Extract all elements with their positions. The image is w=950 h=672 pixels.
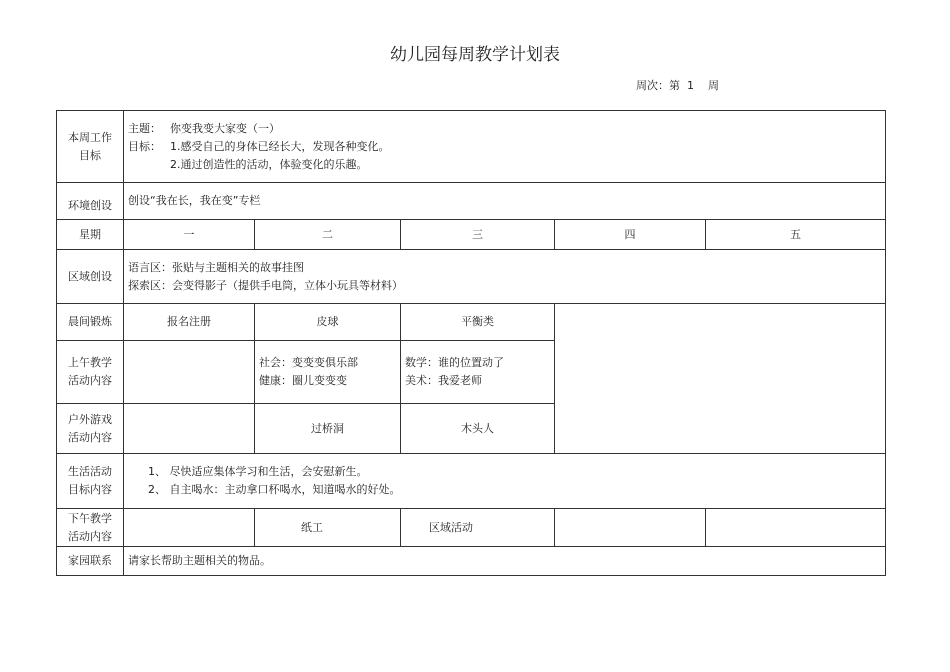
weekday-mon: 一 xyxy=(124,220,255,250)
morning-exercise-tue: 皮球 xyxy=(255,304,401,341)
weekday-thu: 四 xyxy=(555,220,706,250)
goal-key: 目标： xyxy=(128,139,161,153)
page-title: 幼儿园每周教学计划表 xyxy=(390,45,560,65)
am-teaching-label: 上午教学 活动内容 xyxy=(57,341,124,404)
weekday-wed: 三 xyxy=(401,220,555,250)
life-activities-content xyxy=(124,454,886,509)
theme-value: 你变我变大家变（一） xyxy=(170,121,280,135)
weekday-tue: 二 xyxy=(255,220,401,250)
life-activities-row xyxy=(57,454,886,509)
pm-teaching-tue: 纸工 xyxy=(255,509,401,547)
areas-line-2: 探索区：会变得影子（提供手电筒，立体小玩具等材料） xyxy=(128,278,403,292)
life-line-1: 1、 尽快适应集体学习和生活，会安慰新生。 xyxy=(148,465,368,478)
weekly-plan-table xyxy=(56,110,886,576)
morning-exercise-wed: 平衡类 xyxy=(401,304,555,341)
areas-content xyxy=(124,250,886,304)
pm-teaching-mon xyxy=(124,509,255,547)
thu-fri-blank-block xyxy=(555,304,886,454)
areas-line-1: 语言区：张贴与主题相关的故事挂图 xyxy=(128,260,304,274)
goals-label: 本周工作 目标 xyxy=(57,111,124,183)
pm-teaching-row xyxy=(57,509,886,547)
weekday-label: 星期 xyxy=(57,220,124,250)
pm-teaching-wed: 区域活动 xyxy=(401,509,555,547)
pm-teaching-thu xyxy=(555,509,706,547)
am-teaching-wed: 数学：谁的位置动了 美术：我爱老师 xyxy=(401,341,555,404)
outdoor-games-label: 户外游戏 活动内容 xyxy=(57,404,124,454)
weekday-header-row xyxy=(57,220,886,250)
outdoor-games-wed: 木头人 xyxy=(401,404,555,454)
outdoor-games-mon xyxy=(124,404,255,454)
pm-teaching-label: 下午教学 活动内容 xyxy=(57,509,124,547)
am-teaching-tue: 社会：变变变俱乐部 健康：圈儿变变变 xyxy=(255,341,401,404)
pm-teaching-fri xyxy=(706,509,886,547)
home-contact-label: 家园联系 xyxy=(57,547,124,576)
goals-row xyxy=(57,111,886,183)
life-activities-label: 生活活动 目标内容 xyxy=(57,454,124,509)
areas-row xyxy=(57,250,886,304)
week-number: 周次：第 1 周 xyxy=(636,79,719,92)
morning-exercise-label: 晨间锻炼 xyxy=(57,304,124,341)
goal-1: 1.感受自己的身体已经长大，发现各种变化。 xyxy=(170,139,390,153)
environment-label: 环境创设 xyxy=(57,183,124,220)
life-line-2: 2、 自主喝水：主动拿口杯喝水，知道喝水的好处。 xyxy=(148,483,401,496)
goals-content xyxy=(124,111,886,183)
home-contact-content: 请家长帮助主题相关的物品。 xyxy=(124,547,886,576)
morning-exercise-mon: 报名注册 xyxy=(124,304,255,341)
home-contact-row xyxy=(57,547,886,576)
weekday-fri: 五 xyxy=(706,220,886,250)
outdoor-games-tue: 过桥洞 xyxy=(255,404,401,454)
environment-row xyxy=(57,183,886,220)
environment-content: 创设“我在长，我在变”专栏 xyxy=(124,183,886,220)
goal-2: 2.通过创造性的活动，体验变化的乐趣。 xyxy=(170,157,368,171)
morning-exercise-row xyxy=(57,304,886,341)
theme-key: 主题： xyxy=(128,121,161,135)
am-teaching-mon xyxy=(124,341,255,404)
areas-label: 区域创设 xyxy=(57,250,124,304)
